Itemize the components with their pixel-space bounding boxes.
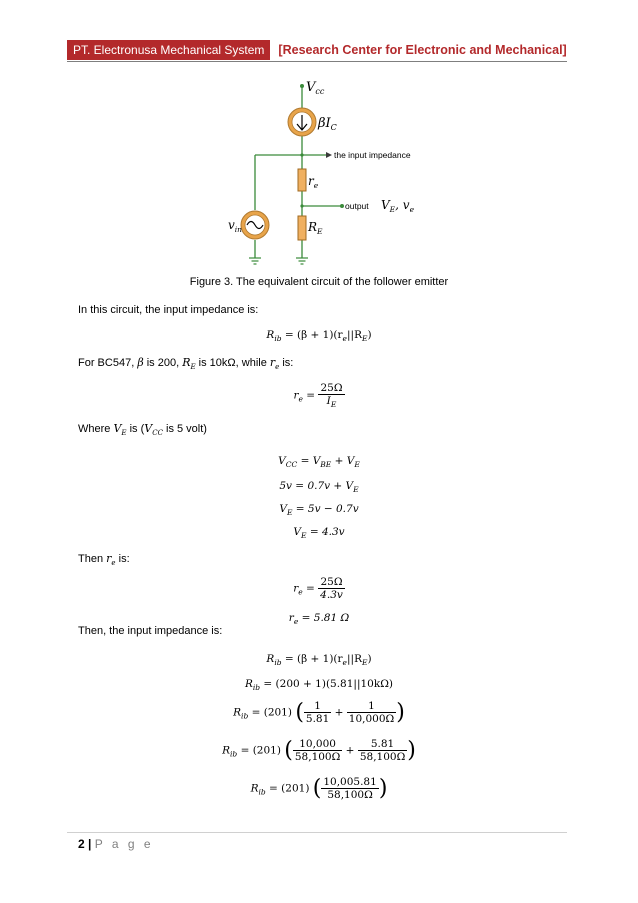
output-node [340,204,344,208]
RE-label: $R_E$ [308,220,323,236]
page-number: 2 [78,837,85,851]
equation-ve-result: $V_E = 4.3v$ [293,526,345,541]
ve-label: $V_E$, $v_e$ [381,198,415,214]
equation-5v: $5v = 0.7v + V_E$ [279,480,359,495]
current-source-icon [288,108,316,136]
figure-caption: Figure 3. The equivalent circuit of the follower emitter [189,276,449,288]
equation-ve-calc: $V_E = 5v - 0.7v$ [279,503,359,518]
re-label: $r_e$ [308,174,319,190]
vin-label: $v_{in}$ [228,218,243,234]
ac-source-icon [241,211,269,239]
equation-rib-fraction-2: $R_{ib} = (201)$ ( $\frac{10,000}{58,100\Omega}$ + $\frac{5.81}{58,100\Omega}$ ) [222,738,416,763]
page-footer [78,837,154,851]
equation-vcc: $V_{CC} = V_{BE} + V_E$ [278,455,360,470]
re-resistor-icon [298,169,306,191]
research-center-name: [Research Center for Electronic and Mechanical] [278,43,567,57]
paragraph-then-re: Then $r_e$ is: [78,552,130,568]
equation-rib-numeric: $R_{ib} = (200 + 1)(5.81||10k\Omega)$ [244,678,394,693]
equation-rib-repeat: $R_{ib} = (\beta + 1)(r_e||R_E)$ [266,653,372,668]
equation-rib: $R_{ib} = (\beta + 1)(r_e||R_E)$ [266,329,372,344]
equation-re-value: $r_e$ = $\frac{25\Omega}{4.3v}$ [293,576,343,601]
equation-rib-fraction-3: $R_{ib} = (201)$ ( $\frac{10,005.81}{58,100\Omega}$ ) [250,776,388,801]
footer-separator: | [88,837,92,851]
beta-ic-label: $\beta I_C$ [318,116,337,132]
header-divider [67,61,567,62]
RE-resistor-icon [298,216,306,240]
output-label: output [345,201,369,211]
paragraph-bc547: For BC547, β is 200, $R_E$ is 10kΩ, while $r_e$ is: [78,356,294,372]
equation-rib-fraction-1: $R_{ib} = (201)$ ( $\frac{1}{5.81}$ + $\frac{1}{10,000\Omega}$ ) [233,700,405,725]
page-word: P a g e [94,837,154,851]
page-header [67,39,567,61]
ground-icon [249,258,261,264]
company-name: PT. Electronusa Mechanical System [67,40,270,60]
equation-re-result: $r_e = 5.81$ Ω [288,612,350,627]
vcc-label: $V_{cc}$ [306,80,325,96]
equation-re-formula: $r_e$ = $\frac{25\Omega}{I_E}$ [293,382,343,410]
input-impedance-label: the input impedance [334,150,411,160]
arrow-icon [326,152,332,158]
paragraph-input-impedance: In this circuit, the input impedance is: [78,304,259,316]
equivalent-circuit-figure [200,78,430,273]
ground-icon [296,258,308,264]
footer-divider [67,832,567,833]
paragraph-where-ve: Where $V_E$ is ($V_{CC}$ is 5 volt) [78,422,207,438]
paragraph-input-impedance-is: Then, the input impedance is: [78,625,223,637]
vcc-node [300,84,304,88]
